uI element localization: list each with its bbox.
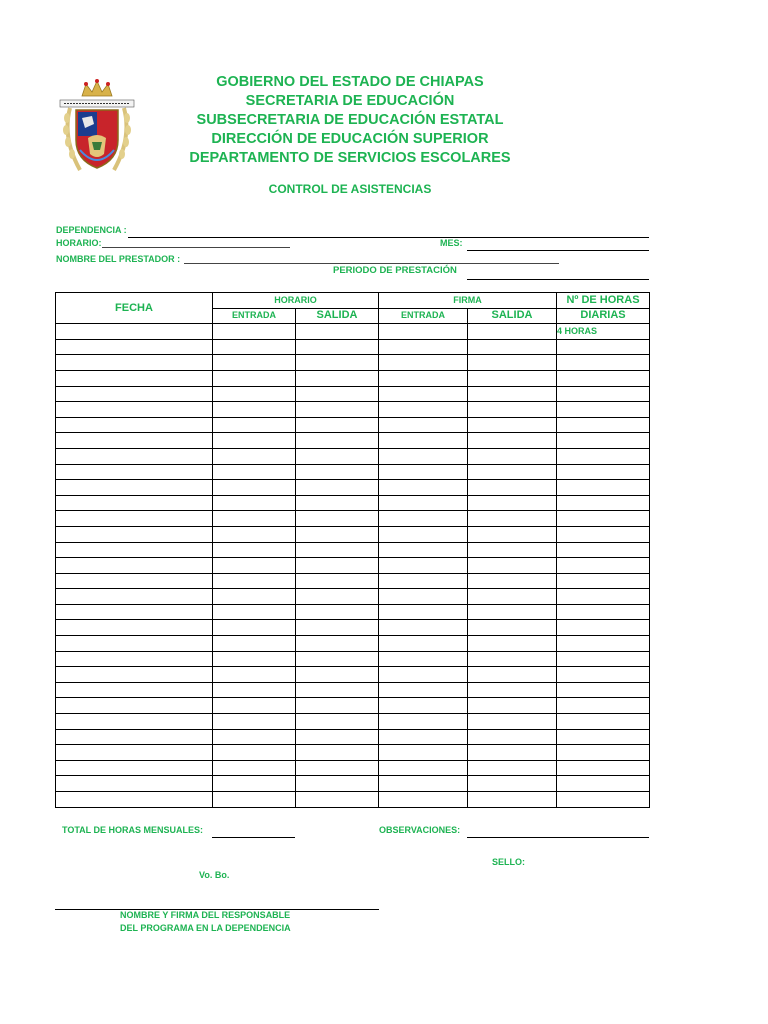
- table-cell[interactable]: [468, 698, 557, 714]
- table-cell[interactable]: [468, 651, 557, 667]
- table-cell[interactable]: [557, 729, 650, 745]
- nombre-prestador-label: NOMBRE DEL PRESTADOR :: [56, 254, 181, 264]
- table-cell[interactable]: [379, 589, 468, 605]
- table-cell[interactable]: [557, 526, 650, 542]
- table-row: [56, 526, 650, 542]
- table-row: [56, 339, 650, 355]
- table-cell[interactable]: [56, 760, 213, 776]
- table-cell[interactable]: [557, 651, 650, 667]
- table-cell[interactable]: [213, 792, 296, 808]
- horario-field[interactable]: [102, 247, 290, 248]
- table-row: [56, 604, 650, 620]
- table-cell[interactable]: [468, 526, 557, 542]
- table-row: [56, 651, 650, 667]
- table-cell[interactable]: [296, 324, 379, 340]
- table-cell[interactable]: [379, 636, 468, 652]
- observaciones-label: OBSERVACIONES:: [379, 825, 461, 835]
- table-cell[interactable]: [296, 636, 379, 652]
- table-cell[interactable]: [296, 355, 379, 371]
- table-cell[interactable]: [213, 776, 296, 792]
- table-cell[interactable]: [557, 558, 650, 574]
- table-cell[interactable]: [213, 573, 296, 589]
- table-cell[interactable]: [468, 760, 557, 776]
- table-cell[interactable]: [296, 651, 379, 667]
- dependencia-field[interactable]: [128, 237, 649, 238]
- table-cell[interactable]: [56, 511, 213, 527]
- table-cell[interactable]: [213, 433, 296, 449]
- column-header-firma-entrada: ENTRADA: [379, 308, 468, 324]
- table-cell[interactable]: [379, 760, 468, 776]
- table-cell[interactable]: [557, 667, 650, 683]
- table-cell[interactable]: [379, 558, 468, 574]
- column-group-horario: HORARIO: [213, 293, 379, 309]
- table-cell[interactable]: [468, 370, 557, 386]
- table-cell[interactable]: [379, 792, 468, 808]
- table-cell[interactable]: [296, 417, 379, 433]
- table-cell[interactable]: [213, 480, 296, 496]
- table-cell[interactable]: [557, 448, 650, 464]
- table-cell[interactable]: [213, 324, 296, 340]
- table-row: [56, 417, 650, 433]
- table-cell[interactable]: [213, 402, 296, 418]
- table-cell[interactable]: [296, 573, 379, 589]
- table-cell[interactable]: [296, 495, 379, 511]
- table-cell[interactable]: [468, 745, 557, 761]
- table-cell[interactable]: [213, 745, 296, 761]
- table-cell[interactable]: [557, 682, 650, 698]
- table-row: [56, 573, 650, 589]
- table-row: [56, 402, 650, 418]
- table-cell[interactable]: [468, 776, 557, 792]
- daily-hours-cell[interactable]: 4 HORAS: [557, 324, 650, 340]
- dependencia-label: DEPENDENCIA :: [56, 225, 127, 235]
- table-cell[interactable]: [296, 339, 379, 355]
- table-cell[interactable]: [557, 370, 650, 386]
- table-cell[interactable]: [296, 558, 379, 574]
- table-cell[interactable]: [379, 417, 468, 433]
- table-cell[interactable]: [296, 760, 379, 776]
- table-cell[interactable]: [56, 480, 213, 496]
- header-line-3: SUBSECRETARIA DE EDUCACIÓN ESTATAL: [196, 112, 504, 128]
- table-row: [56, 433, 650, 449]
- table-header-row-1: [56, 293, 650, 309]
- table-cell[interactable]: [213, 760, 296, 776]
- table-cell[interactable]: [379, 620, 468, 636]
- table-cell[interactable]: [557, 714, 650, 730]
- table-row: [56, 620, 650, 636]
- table-cell[interactable]: [56, 682, 213, 698]
- total-horas-label: TOTAL DE HORAS MENSUALES:: [62, 825, 204, 835]
- table-row: [56, 729, 650, 745]
- table-cell[interactable]: [557, 760, 650, 776]
- table-cell[interactable]: [379, 464, 468, 480]
- table-cell[interactable]: [296, 698, 379, 714]
- table-cell[interactable]: [379, 386, 468, 402]
- chiapas-coat-of-arms-icon: [58, 78, 136, 176]
- table-cell[interactable]: [468, 542, 557, 558]
- table-cell[interactable]: [213, 339, 296, 355]
- table-cell[interactable]: [557, 698, 650, 714]
- header-line-5: DEPARTAMENTO DE SERVICIOS ESCOLARES: [189, 150, 511, 166]
- table-cell[interactable]: [296, 526, 379, 542]
- table-cell[interactable]: [379, 651, 468, 667]
- table-cell[interactable]: [468, 355, 557, 371]
- table-cell[interactable]: [56, 558, 213, 574]
- observaciones-field[interactable]: [467, 837, 649, 838]
- table-cell[interactable]: [296, 448, 379, 464]
- header-line-1: GOBIERNO DEL ESTADO DE CHIAPAS: [216, 74, 484, 90]
- table-cell[interactable]: [379, 433, 468, 449]
- table-cell[interactable]: [296, 745, 379, 761]
- table-cell[interactable]: [468, 604, 557, 620]
- table-cell[interactable]: [213, 604, 296, 620]
- horario-label: HORARIO:: [56, 238, 102, 248]
- table-cell[interactable]: [557, 511, 650, 527]
- table-cell[interactable]: [379, 604, 468, 620]
- table-cell[interactable]: [56, 729, 213, 745]
- table-cell[interactable]: [379, 776, 468, 792]
- periodo-label: PERIODO DE PRESTACIÓN: [333, 265, 457, 276]
- table-cell[interactable]: [557, 745, 650, 761]
- table-cell[interactable]: [468, 511, 557, 527]
- header-line-4: DIRECCIÓN DE EDUCACIÓN SUPERIOR: [211, 131, 489, 147]
- table-cell[interactable]: [56, 402, 213, 418]
- table-cell[interactable]: [56, 542, 213, 558]
- column-group-firma: FIRMA: [379, 293, 557, 309]
- table-cell[interactable]: [56, 589, 213, 605]
- sello-label: SELLO:: [492, 857, 525, 867]
- table-cell[interactable]: [379, 448, 468, 464]
- table-cell[interactable]: [557, 589, 650, 605]
- table-cell[interactable]: [296, 682, 379, 698]
- table-cell[interactable]: [213, 511, 296, 527]
- table-cell[interactable]: [468, 558, 557, 574]
- table-cell[interactable]: [468, 729, 557, 745]
- table-row: [56, 636, 650, 652]
- table-cell[interactable]: [468, 448, 557, 464]
- table-row: [56, 714, 650, 730]
- table-cell[interactable]: [468, 792, 557, 808]
- table-cell[interactable]: [296, 620, 379, 636]
- table-cell[interactable]: [296, 792, 379, 808]
- table-cell[interactable]: [296, 542, 379, 558]
- document-title: CONTROL DE ASISTENCIAS: [268, 182, 432, 196]
- table-cell[interactable]: [56, 355, 213, 371]
- table-cell[interactable]: [557, 355, 650, 371]
- table-cell[interactable]: [56, 636, 213, 652]
- table-row: [56, 667, 650, 683]
- periodo-field[interactable]: [467, 279, 649, 280]
- table-cell[interactable]: [468, 417, 557, 433]
- table-row: [56, 589, 650, 605]
- table-cell[interactable]: [468, 682, 557, 698]
- table-cell[interactable]: [468, 402, 557, 418]
- table-cell[interactable]: [468, 324, 557, 340]
- table-cell[interactable]: [296, 480, 379, 496]
- table-cell[interactable]: [56, 776, 213, 792]
- table-cell[interactable]: [296, 729, 379, 745]
- table-cell[interactable]: [213, 495, 296, 511]
- table-cell[interactable]: [213, 370, 296, 386]
- table-row: [56, 464, 650, 480]
- column-header-horario-salida: SALIDA: [296, 308, 379, 324]
- table-cell[interactable]: [557, 776, 650, 792]
- table-cell[interactable]: [379, 745, 468, 761]
- table-cell[interactable]: [56, 526, 213, 542]
- table-cell[interactable]: [379, 682, 468, 698]
- column-header-firma-salida: SALIDA: [468, 308, 557, 324]
- table-row: [56, 792, 650, 808]
- table-cell[interactable]: [468, 620, 557, 636]
- nombre-prestador-field[interactable]: [184, 263, 559, 264]
- table-cell[interactable]: [379, 324, 468, 340]
- table-cell[interactable]: [296, 370, 379, 386]
- table-cell[interactable]: [213, 636, 296, 652]
- table-cell[interactable]: [379, 339, 468, 355]
- table-cell[interactable]: [296, 589, 379, 605]
- table-cell[interactable]: [213, 714, 296, 730]
- table-cell[interactable]: [56, 667, 213, 683]
- table-cell[interactable]: [379, 402, 468, 418]
- table-cell[interactable]: [557, 464, 650, 480]
- table-cell[interactable]: [468, 480, 557, 496]
- table-cell[interactable]: [56, 745, 213, 761]
- table-cell[interactable]: [296, 386, 379, 402]
- table-row: [56, 558, 650, 574]
- table-row: [56, 386, 650, 402]
- table-cell[interactable]: [379, 526, 468, 542]
- table-cell[interactable]: [213, 651, 296, 667]
- table-cell[interactable]: [379, 370, 468, 386]
- table-cell[interactable]: [56, 573, 213, 589]
- table-cell[interactable]: [379, 355, 468, 371]
- table-row: [56, 542, 650, 558]
- table-row: [56, 370, 650, 386]
- table-cell[interactable]: [213, 417, 296, 433]
- table-cell[interactable]: [468, 636, 557, 652]
- total-horas-field[interactable]: [212, 837, 295, 838]
- table-cell[interactable]: [557, 573, 650, 589]
- table-cell[interactable]: [379, 495, 468, 511]
- table-cell[interactable]: [213, 464, 296, 480]
- table-cell[interactable]: [557, 604, 650, 620]
- table-cell[interactable]: [468, 495, 557, 511]
- table-cell[interactable]: [56, 620, 213, 636]
- table-cell[interactable]: [468, 589, 557, 605]
- table-cell[interactable]: [557, 386, 650, 402]
- table-cell[interactable]: [213, 667, 296, 683]
- table-row: [56, 448, 650, 464]
- table-row: [56, 480, 650, 496]
- table-cell[interactable]: [213, 682, 296, 698]
- table-cell[interactable]: [213, 729, 296, 745]
- table-cell[interactable]: [296, 714, 379, 730]
- table-cell[interactable]: [379, 698, 468, 714]
- table-cell[interactable]: [468, 573, 557, 589]
- table-cell[interactable]: [56, 417, 213, 433]
- table-cell[interactable]: [213, 558, 296, 574]
- signature-caption-line-1: NOMBRE Y FIRMA DEL RESPONSABLE: [120, 910, 291, 920]
- table-cell[interactable]: [557, 402, 650, 418]
- table-row: [56, 776, 650, 792]
- table-cell[interactable]: [296, 511, 379, 527]
- table-cell[interactable]: [557, 636, 650, 652]
- signature-caption-line-2: DEL PROGRAMA EN LA DEPENDENCIA: [120, 923, 291, 933]
- table-row: [56, 682, 650, 698]
- table-cell[interactable]: [379, 667, 468, 683]
- table-cell[interactable]: [56, 386, 213, 402]
- table-cell[interactable]: [468, 714, 557, 730]
- column-header-horario-entrada: ENTRADA: [213, 308, 296, 324]
- column-header-horas-line1: Nº DE HORAS: [557, 293, 650, 309]
- table-cell[interactable]: [557, 542, 650, 558]
- table-cell[interactable]: [56, 604, 213, 620]
- table-cell[interactable]: [213, 589, 296, 605]
- column-header-horas-line2: DIARIAS: [557, 308, 650, 324]
- table-cell[interactable]: [296, 604, 379, 620]
- table-cell[interactable]: [557, 480, 650, 496]
- table-cell[interactable]: [557, 495, 650, 511]
- table-cell[interactable]: [213, 526, 296, 542]
- header-line-2: SECRETARIA DE EDUCACIÓN: [245, 93, 455, 109]
- table-cell[interactable]: [213, 698, 296, 714]
- table-cell[interactable]: [379, 511, 468, 527]
- table-cell[interactable]: [213, 542, 296, 558]
- table-cell[interactable]: [213, 448, 296, 464]
- table-cell[interactable]: [56, 339, 213, 355]
- table-cell[interactable]: [296, 433, 379, 449]
- table-row: [56, 355, 650, 371]
- table-cell[interactable]: [213, 386, 296, 402]
- table-cell[interactable]: [557, 417, 650, 433]
- table-cell[interactable]: [56, 464, 213, 480]
- table-row: [56, 698, 650, 714]
- table-row: [56, 760, 650, 776]
- table-cell[interactable]: [56, 651, 213, 667]
- table-cell[interactable]: [557, 339, 650, 355]
- attendance-table: [55, 292, 650, 808]
- table-cell[interactable]: [468, 339, 557, 355]
- table-cell[interactable]: [296, 464, 379, 480]
- table-cell[interactable]: [56, 792, 213, 808]
- table-cell[interactable]: [379, 729, 468, 745]
- table-cell[interactable]: [557, 792, 650, 808]
- table-cell[interactable]: [56, 324, 213, 340]
- table-row: [56, 495, 650, 511]
- table-row: [56, 324, 650, 340]
- column-header-fecha: FECHA: [56, 293, 213, 324]
- vobo-label: Vo. Bo.: [199, 870, 230, 880]
- table-cell[interactable]: [296, 402, 379, 418]
- table-cell[interactable]: [56, 433, 213, 449]
- table-cell[interactable]: [468, 464, 557, 480]
- table-cell[interactable]: [56, 495, 213, 511]
- table-cell[interactable]: [296, 776, 379, 792]
- table-cell[interactable]: [468, 386, 557, 402]
- table-cell[interactable]: [56, 698, 213, 714]
- table-row: [56, 745, 650, 761]
- table-cell[interactable]: [557, 620, 650, 636]
- table-cell[interactable]: [557, 433, 650, 449]
- mes-label: MES:: [440, 238, 463, 248]
- table-cell[interactable]: [296, 667, 379, 683]
- table-cell[interactable]: [213, 355, 296, 371]
- table-cell[interactable]: [468, 667, 557, 683]
- table-cell[interactable]: [56, 370, 213, 386]
- table-cell[interactable]: [468, 433, 557, 449]
- table-cell[interactable]: [379, 480, 468, 496]
- table-cell[interactable]: [56, 714, 213, 730]
- table-cell[interactable]: [379, 573, 468, 589]
- table-cell[interactable]: [379, 714, 468, 730]
- table-cell[interactable]: [56, 448, 213, 464]
- table-cell[interactable]: [379, 542, 468, 558]
- table-cell[interactable]: [213, 620, 296, 636]
- mes-field[interactable]: [467, 250, 649, 251]
- table-row: [56, 511, 650, 527]
